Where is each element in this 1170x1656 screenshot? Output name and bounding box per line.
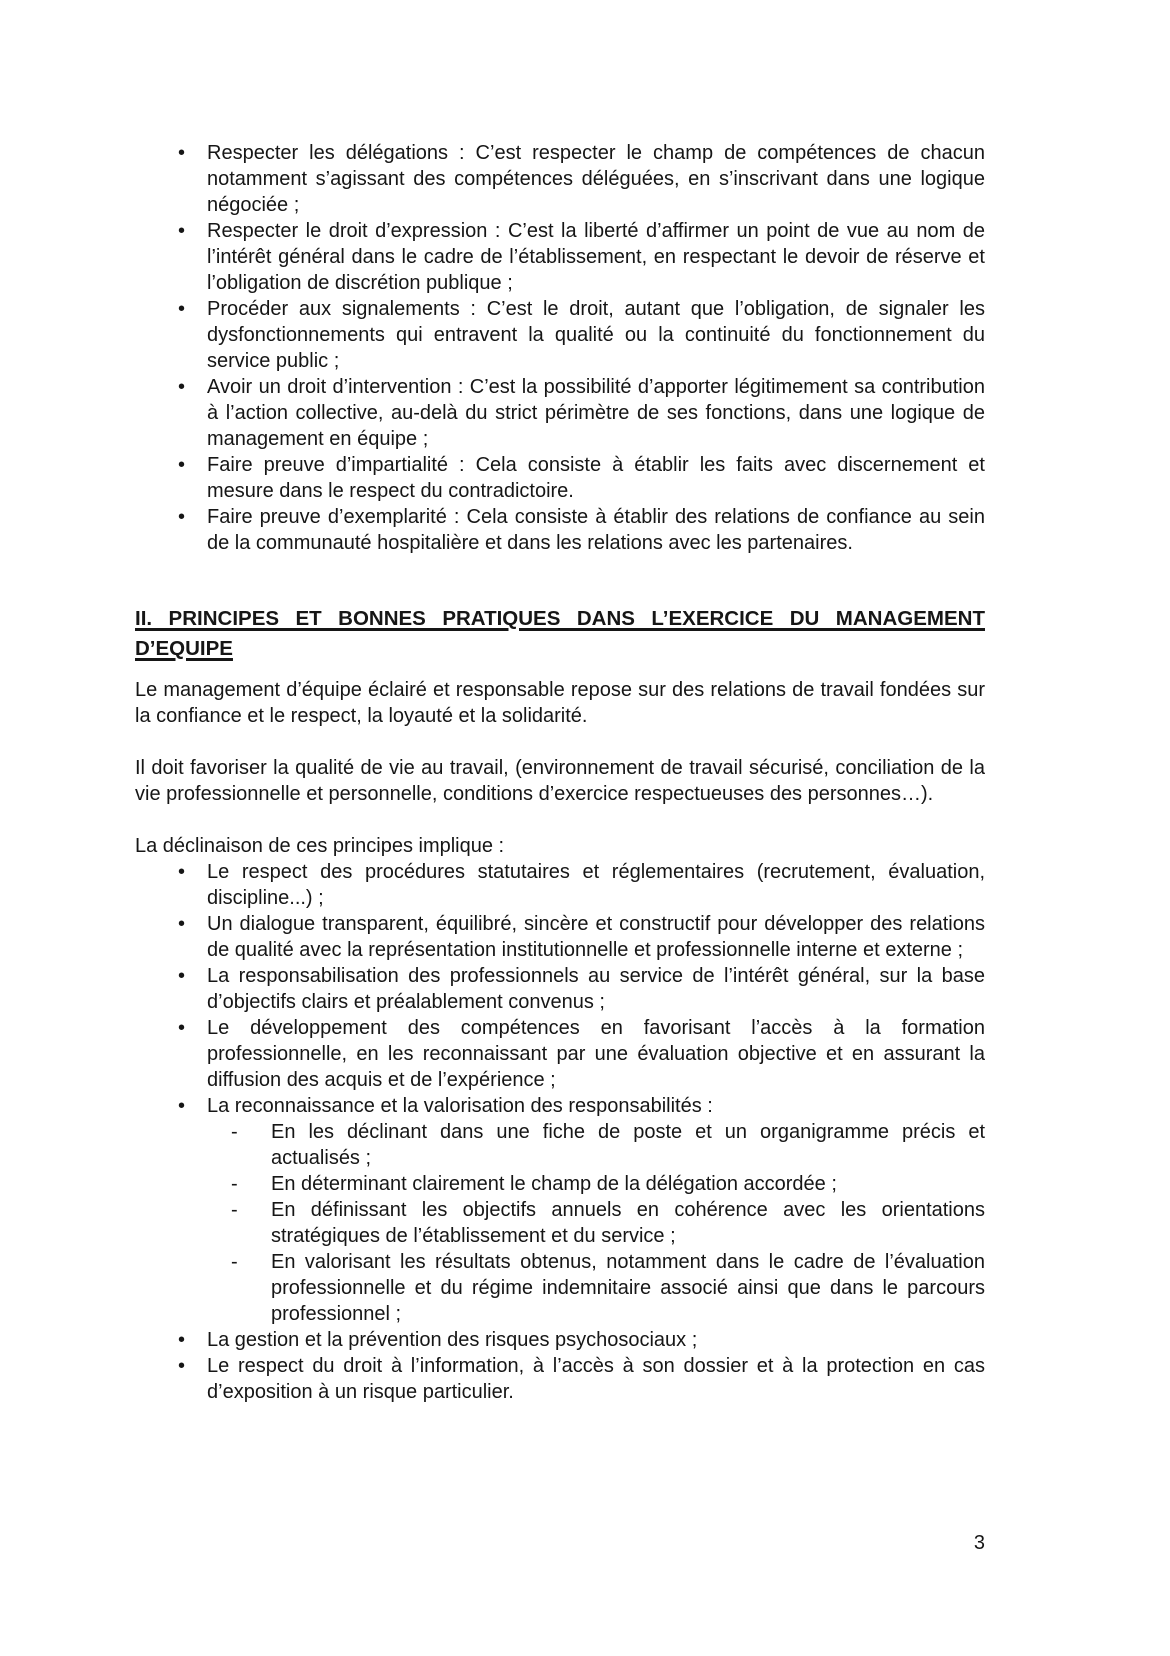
list-item-text: La gestion et la prévention des risques psychosociaux ;	[207, 1329, 698, 1351]
bullet-icon: •	[178, 965, 186, 987]
sub-list-item-text: En valorisant les résultats obtenus, notamment dans le cadre de l’évaluation professionnelle et du régime indemnitaire associé ainsi que dans le parcours professionnel ;	[271, 1251, 985, 1325]
list-intro: La déclinaison de ces principes implique :	[135, 835, 505, 857]
list-item	[135, 1353, 985, 1405]
list-item-text: Respecter les délégations : C’est respecter le champ de compétences de chacun notamment s’agissant des compétences déléguées, en s’inscrivant dans une logique négociée ;	[207, 142, 985, 216]
sub-dash-list	[135, 1119, 985, 1327]
bullet-icon: •	[178, 506, 186, 528]
sub-list-item-text: En déterminant clairement le champ de la délégation accordée ;	[271, 1173, 837, 1195]
list-item	[135, 452, 985, 504]
sub-list-item	[135, 1119, 985, 1171]
section-heading: II. PRINCIPES ET BONNES PRATIQUES DANS L’EXERCICE DU MANAGEMENT D’EQUIPE	[135, 607, 985, 660]
list-item	[135, 963, 985, 1015]
sub-list-item-text: En les déclinant dans une fiche de poste et un organigramme précis et actualisés ;	[271, 1121, 985, 1169]
list-item	[135, 1015, 985, 1093]
sub-list-item	[135, 1249, 985, 1327]
list-item	[135, 911, 985, 963]
list-item-text: Un dialogue transparent, équilibré, sincère et constructif pour développer des relations de qualité avec la représentation institutionnelle et professionnelle interne et externe ;	[207, 913, 985, 961]
list-item-text: Le respect du droit à l’information, à l’accès à son dossier et à la protection en cas d’exposition à un risque particulier.	[207, 1355, 985, 1403]
sub-list-item	[135, 1171, 985, 1197]
bullet-icon: •	[178, 298, 186, 320]
dash-icon: -	[231, 1121, 238, 1143]
bullet-icon: •	[178, 1329, 186, 1351]
bullet-icon: •	[178, 913, 186, 935]
list-item-text: Respecter le droit d’expression : C’est la liberté d’affirmer un point de vue au nom de l’intérêt général dans le cadre de l’établissement, en respectant le devoir de réserve et l’obligation de discrétion publique ;	[207, 220, 985, 294]
list-item	[135, 140, 985, 218]
list-item	[135, 374, 985, 452]
list-item	[135, 859, 985, 911]
sub-list-item	[135, 1197, 985, 1249]
page-number: 3	[973, 1532, 985, 1554]
principles-bullet-list-tail	[135, 1327, 985, 1405]
list-item	[135, 1327, 985, 1353]
list-item	[135, 218, 985, 296]
bullet-icon: •	[178, 220, 186, 242]
principles-bullet-list	[135, 859, 985, 1119]
list-item-text: Le respect des procédures statutaires et réglementaires (recrutement, évaluation, discipline...) ;	[207, 861, 985, 909]
list-item-text: Avoir un droit d’intervention : C’est la possibilité d’apporter légitimement sa contribution à l’action collective, au-delà du strict périmètre de ses fonctions, dans une logique de management en équipe ;	[207, 376, 985, 450]
bullet-icon: •	[178, 1355, 186, 1377]
dash-icon: -	[231, 1173, 238, 1195]
list-item	[135, 296, 985, 374]
bullet-icon: •	[178, 861, 186, 883]
bullet-icon: •	[178, 1095, 186, 1117]
deontology-bullet-list	[135, 140, 985, 556]
bullet-icon: •	[178, 142, 186, 164]
dash-icon: -	[231, 1251, 238, 1273]
sub-list-item-text: En définissant les objectifs annuels en cohérence avec les orientations stratégiques de l’établissement et du service ;	[271, 1199, 985, 1247]
dash-icon: -	[231, 1199, 238, 1221]
list-item-text: La responsabilisation des professionnels au service de l’intérêt général, sur la base d’objectifs clairs et préalablement convenus ;	[207, 965, 985, 1013]
list-item-text: Le développement des compétences en favorisant l’accès à la formation professionnelle, en les reconnaissant par une évaluation objective et en assurant la diffusion des acquis et de l’expérience ;	[207, 1017, 985, 1091]
list-item	[135, 504, 985, 556]
list-item-text: Faire preuve d’exemplarité : Cela consiste à établir des relations de confiance au sein de la communauté hospitalière et dans les relations avec les partenaires.	[207, 506, 985, 554]
bullet-icon: •	[178, 1017, 186, 1039]
paragraph: Il doit favoriser la qualité de vie au travail, (environnement de travail sécurisé, conciliation de la vie professionnelle et personnelle, conditions d’exercice respectueuses des personnes…).	[135, 757, 985, 805]
page-content	[135, 140, 985, 1405]
list-item-text: La reconnaissance et la valorisation des responsabilités :	[207, 1095, 713, 1117]
list-item-text: Procéder aux signalements : C’est le droit, autant que l’obligation, de signaler les dysfonctionnements qui entravent la qualité ou la continuité du fonctionnement du service public ;	[207, 298, 985, 372]
bullet-icon: •	[178, 376, 186, 398]
paragraph: Le management d’équipe éclairé et responsable repose sur des relations de travail fondées sur la confiance et le respect, la loyauté et la solidarité.	[135, 679, 985, 727]
list-item	[135, 1093, 985, 1119]
bullet-icon: •	[178, 454, 186, 476]
list-item-text: Faire preuve d’impartialité : Cela consiste à établir les faits avec discernement et mesure dans le respect du contradictoire.	[207, 454, 985, 502]
